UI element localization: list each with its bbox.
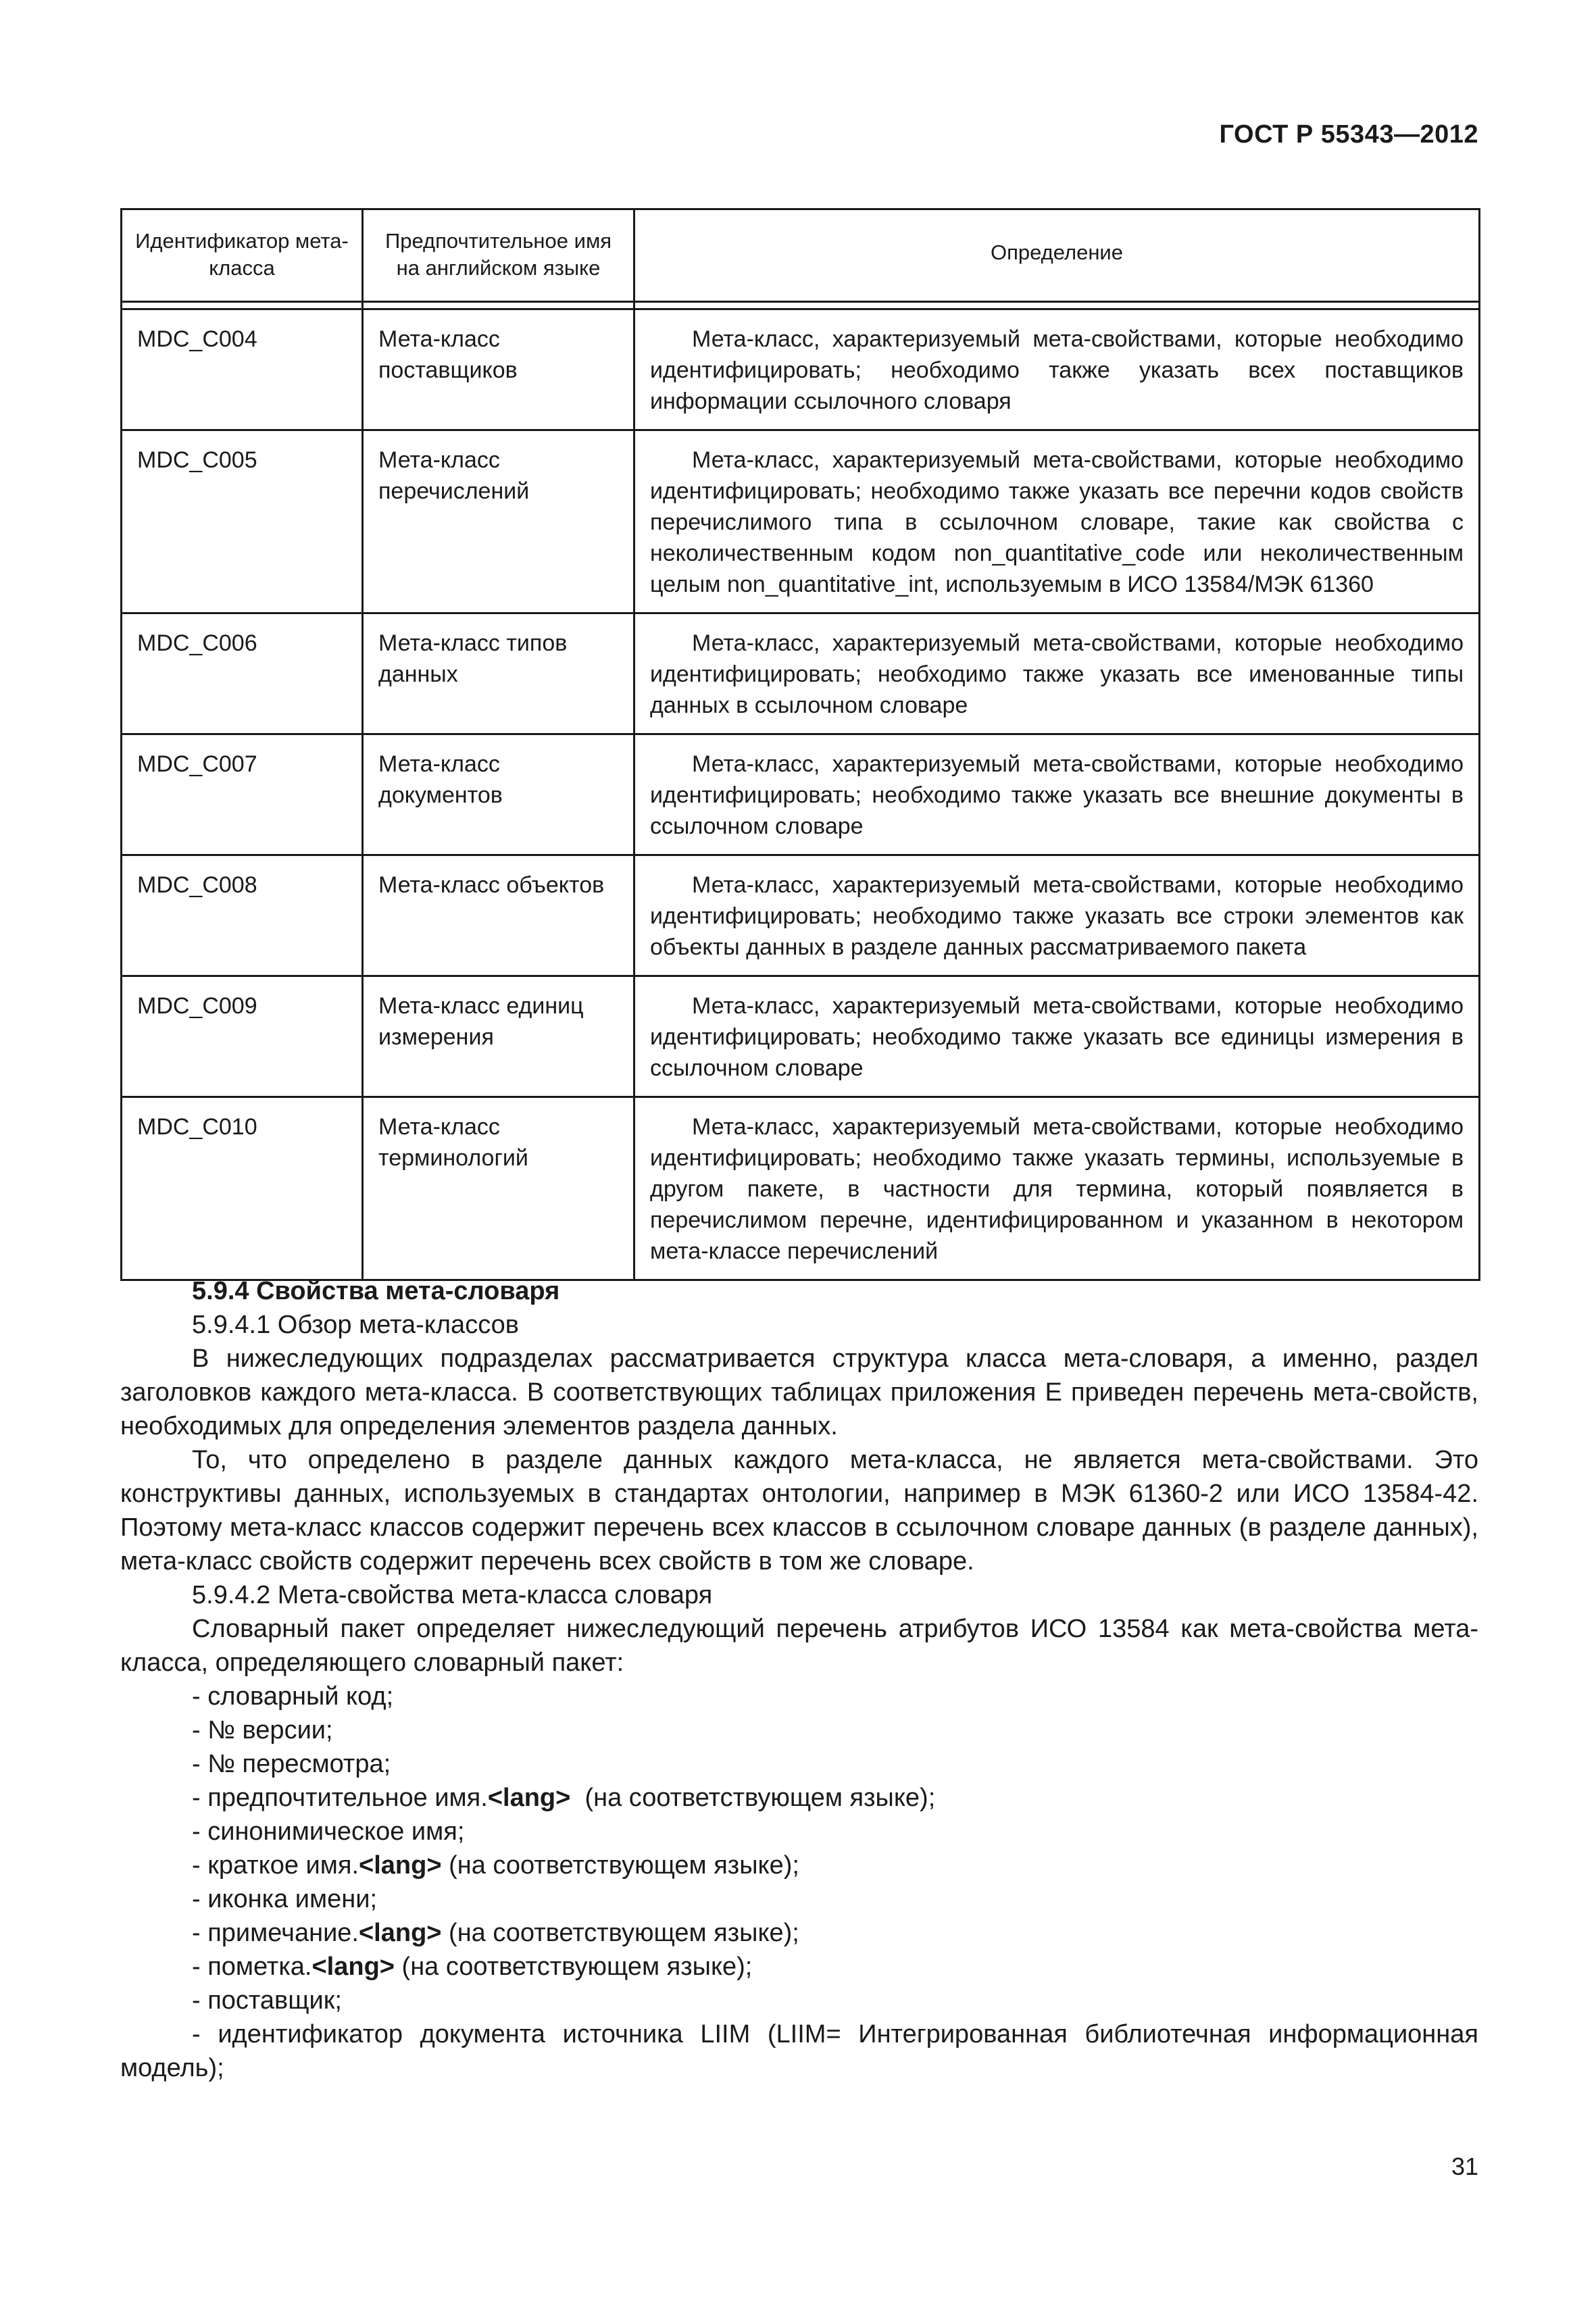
list-item: - поставщик; xyxy=(192,1986,342,2015)
cell-name: Мета-класс поставщиков xyxy=(363,309,634,430)
header-identifier: Идентификатор мета-класса xyxy=(122,209,363,302)
cell-identifier: MDC_C008 xyxy=(122,855,363,976)
page-number: 31 xyxy=(1451,2153,1478,2180)
body-text xyxy=(120,1274,1478,2085)
paragraph-data-section: То, что определено в разделе данных каждого мета-класса, не является мета-свойствами. Это конструктивы данных, используемых в стандартах онтологии, например в МЭК 61360-2 или ИСО 13584-42. Поэтому мета-класс классов содержит перечень всех классов в ссылочном словаре данных (в разделе данных), мета-класс свойств содержит перечень всех свойств в том же словаре. xyxy=(120,1446,1478,1576)
cell-name: Мета-класс объектов xyxy=(363,855,634,976)
section-heading-5-9-4-2: 5.9.4.2 Мета-свойства мета-класса словаря xyxy=(192,1581,713,1609)
header-separator xyxy=(122,302,1480,309)
cell-name: Мета-класс терминологий xyxy=(363,1097,634,1280)
cell-name: Мета-класс типов данных xyxy=(363,613,634,734)
cell-identifier: MDC_C010 xyxy=(122,1097,363,1280)
cell-identifier: MDC_C009 xyxy=(122,976,363,1097)
paragraph-overview: В нижеследующих подразделах рассматривается структура класса мета-словаря, а именно, раздел заголовков каждого мета-класса. В соответствующих таблицах приложения Е приведен перечень мета-свойств, необходимых для определения элементов раздела данных. xyxy=(120,1344,1478,1440)
cell-definition: Мета-класс, характеризуемый мета-свойствами, которые необходимо идентифицировать; необходимо также указать термины, используемые в другом пакете, в частности для термина, который появляется в перечислимом перечне, идентифицированном и указанном в некотором мета-классе перечислений xyxy=(634,1097,1480,1280)
cell-identifier: MDC_C006 xyxy=(122,613,363,734)
list-item: - синонимическое имя; xyxy=(192,1817,465,1846)
table-header-row xyxy=(122,209,1480,302)
paragraph-dictionary-package: Словарный пакет определяет нижеследующий перечень атрибутов ИСО 13584 как мета-свойства мета-класса, определяющего словарный пакет: xyxy=(120,1615,1478,1677)
cell-name: Мета-класс единиц измерения xyxy=(363,976,634,1097)
list-item-last: - идентификатор документа источника LIIM (LIIM= Интегрированная библиотечная информационная модель); xyxy=(120,2020,1478,2082)
section-heading-5-9-4-1: 5.9.4.1 Обзор мета-классов xyxy=(192,1311,519,1339)
lang-tag: <lang> xyxy=(311,1953,395,1981)
lang-tag: <lang> xyxy=(487,1784,571,1812)
table-row xyxy=(122,855,1480,976)
table-row xyxy=(122,976,1480,1097)
cell-definition: Мета-класс, характеризуемый мета-свойствами, которые необходимо идентифицировать; необходимо также указать все строки элементов как объекты данных в разделе данных рассматриваемого пакета xyxy=(634,855,1480,976)
list-item: - предпочтительное имя.<lang> (на соответствующем языке); xyxy=(192,1784,936,1812)
cell-name: Мета-класс перечислений xyxy=(363,430,634,613)
cell-identifier: MDC_C004 xyxy=(122,309,363,430)
cell-definition: Мета-класс, характеризуемый мета-свойствами, которые необходимо идентифицировать; необходимо также указать всех поставщиков информации ссылочного словаря xyxy=(634,309,1480,430)
lang-tag: <lang> xyxy=(359,1851,442,1880)
list-item: - примечание.<lang> (на соответствующем языке); xyxy=(192,1919,799,1947)
meta-class-table xyxy=(120,208,1480,1281)
cell-definition: Мета-класс, характеризуемый мета-свойствами, которые необходимо идентифицировать; необходимо также указать все единицы измерения в ссылочном словаре xyxy=(634,976,1480,1097)
lang-tag: <lang> xyxy=(358,1919,442,1947)
header-preferred-name: Предпочтительное имя на английском языке xyxy=(363,209,634,302)
list-item: - словарный код; xyxy=(192,1682,394,1711)
section-heading-5-9-4: 5.9.4 Свойства мета-словаря xyxy=(192,1277,560,1305)
table-row xyxy=(122,1097,1480,1280)
cell-definition: Мета-класс, характеризуемый мета-свойствами, которые необходимо идентифицировать; необходимо также указать все именованные типы данных в ссылочном словаре xyxy=(634,613,1480,734)
cell-identifier: MDC_C007 xyxy=(122,734,363,855)
cell-definition: Мета-класс, характеризуемый мета-свойствами, которые необходимо идентифицировать; необходимо также указать все перечни кодов свойств перечислимого типа в ссылочном словаре, такие как свойства с неколичественным кодом non_quantitative_code или неколичественным целым non_quantitative_int, используемым в ИСО 13584/МЭК 61360 xyxy=(634,430,1480,613)
list-item: - иконка имени; xyxy=(192,1885,378,1913)
cell-definition: Мета-класс, характеризуемый мета-свойствами, которые необходимо идентифицировать; необходимо также указать все внешние документы в ссылочном словаре xyxy=(634,734,1480,855)
list-item: - № версии; xyxy=(192,1716,333,1744)
list-item: - пометка.<lang> (на соответствующем языке); xyxy=(192,1953,753,1981)
table-row xyxy=(122,430,1480,613)
cell-name: Мета-класс документов xyxy=(363,734,634,855)
list-item: - краткое имя.<lang> (на соответствующем языке); xyxy=(192,1851,799,1880)
table-row xyxy=(122,309,1480,430)
table-row xyxy=(122,734,1480,855)
list-item: - № пересмотра; xyxy=(192,1750,391,1778)
header-definition: Определение xyxy=(634,209,1480,302)
cell-identifier: MDC_C005 xyxy=(122,430,363,613)
table-row xyxy=(122,613,1480,734)
document-code: ГОСТ Р 55343—2012 xyxy=(1219,120,1478,149)
